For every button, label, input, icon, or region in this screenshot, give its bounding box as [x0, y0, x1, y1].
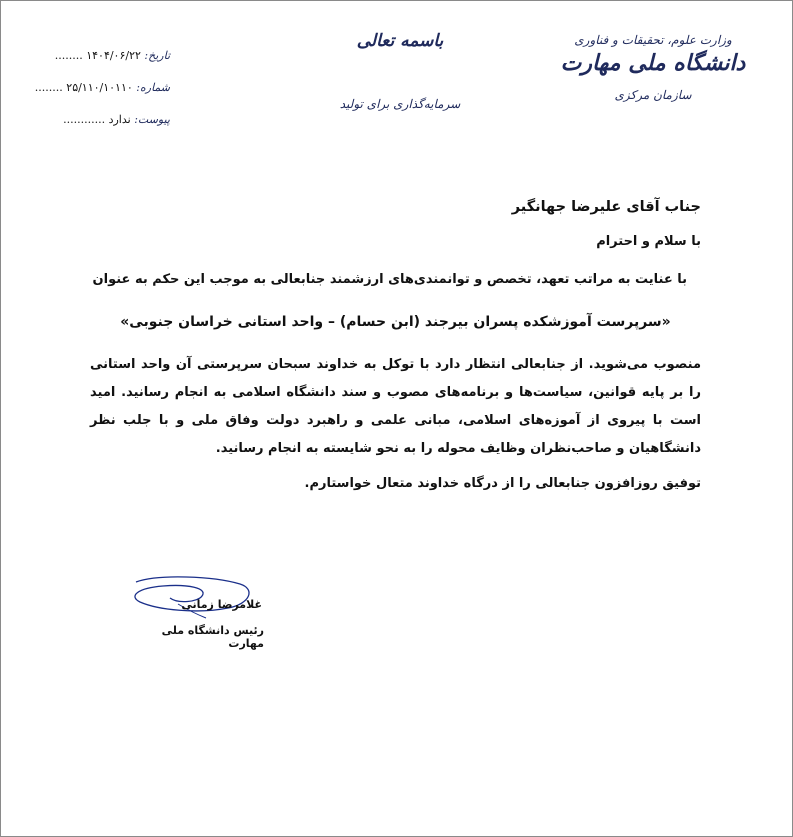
- letterhead-center: [300, 28, 500, 114]
- letter-body: [90, 194, 701, 495]
- date-dots: ........: [54, 49, 83, 62]
- date-value: ۱۴۰۴/۰۶/۲۲: [86, 49, 141, 62]
- attachment-dots: ............: [63, 113, 106, 126]
- university-name: دانشگاه ملی مهارت: [560, 50, 746, 76]
- greeting: با سلام و احترام: [596, 234, 701, 249]
- signatory-title: رئیس دانشگاه ملی مهارت: [161, 624, 264, 650]
- main-paragraph: منصوب می‌شوید. از جنابعالی انتظار دارد با توکل به خداوند سبحان سرپرستی آن واحد استانی را بر پایه قوانین، سیاست‌ها و برنامه‌های مصوب و سند دانشگاه اسلامی به انجام رسانید. امید است با پیروی از آموزه‌های اسلامی، مبانی علمی و راهبرد دولت وفاق ملی و با جلب نظر دانشگاهیان و صاحب‌نظران وظایف محوله را به نحو شایسته به انجام رسانید.: [90, 357, 701, 456]
- addressee: جناب آقای علیرضا جهانگیر: [511, 199, 701, 215]
- ministry-name: وزارت علوم، تحقیقات و فناوری: [574, 33, 732, 47]
- attachment-row: [40, 110, 170, 142]
- intro-sentence: با عنایت به مراتب تعهد، تخصص و توانمندی‌های ارزشمند جنابعالی به موجب این حکم به عنوان: [92, 272, 687, 287]
- position-title: «سرپرست آموزشکده پسران بیرجند (ابن حسام) – واحد استانی خراسان جنوبی»: [120, 314, 671, 330]
- date-row: [40, 46, 170, 78]
- number-dots: ........: [34, 81, 63, 94]
- signatory-name: غلامرضا زمانی: [181, 598, 262, 611]
- basmala: باسمه تعالی: [356, 31, 444, 51]
- letter-metadata: [34, 46, 170, 142]
- year-slogan: سرمایه‌گذاری برای تولید: [339, 97, 461, 111]
- signature-block: [118, 574, 264, 654]
- number-label: شماره:: [136, 81, 170, 94]
- letterhead-university: [553, 32, 753, 104]
- number-row: [34, 78, 170, 110]
- attachment-value: ندارد: [108, 113, 131, 126]
- attachment-label: پیوست:: [134, 113, 170, 126]
- organization-name: سازمان مرکزی: [614, 88, 692, 102]
- number-value: ۲۵/۱۱۰/۱۰۱۱۰: [66, 81, 133, 94]
- closing-sentence: توفیق روزافزون جنابعالی را از درگاه خداوند متعال خواستارم.: [304, 476, 701, 491]
- date-label: تاریخ:: [144, 49, 170, 62]
